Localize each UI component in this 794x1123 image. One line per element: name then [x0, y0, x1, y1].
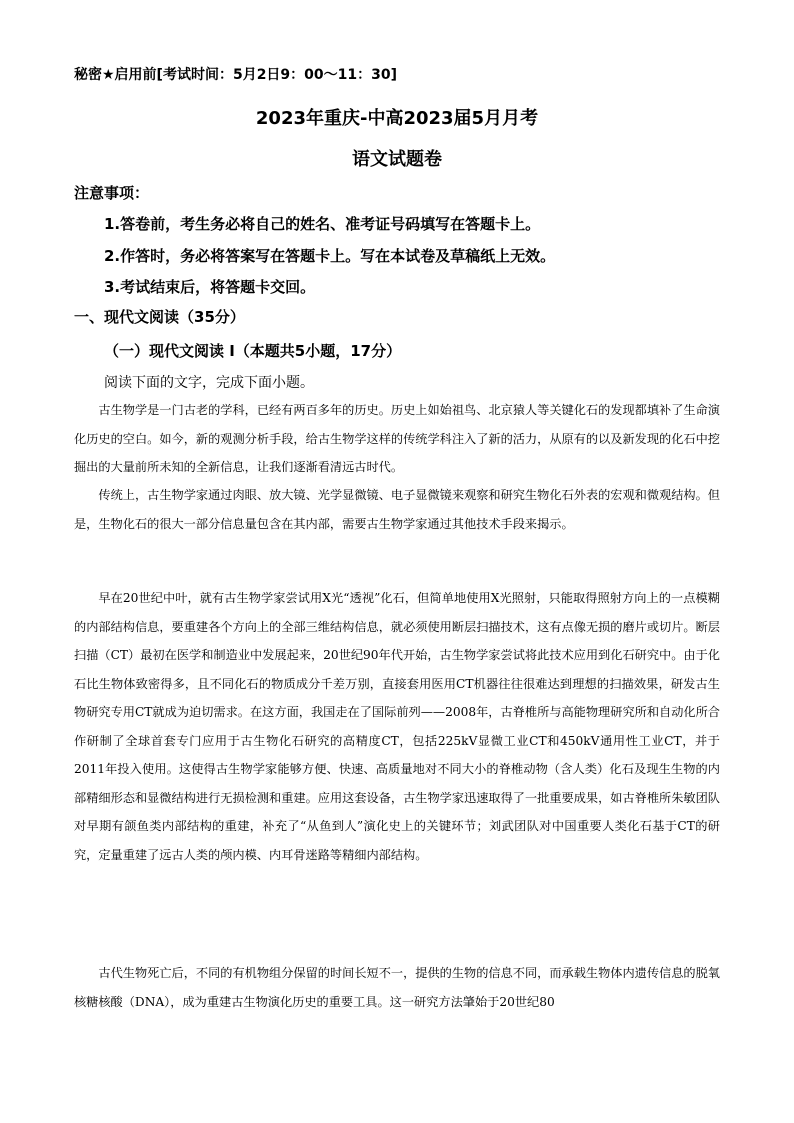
notice-item-1: 1.答卷前，考生务必将自己的姓名、准考证号码填写在答题卡上。 — [104, 215, 541, 233]
exam-subtitle: 语文试题卷 — [352, 149, 442, 170]
subsection-heading: （一）现代文阅读 I（本题共5小题，17分） — [104, 342, 402, 360]
reading-instruction: 阅读下面的文字，完成下面小题。 — [104, 375, 314, 391]
notice-item-2: 2.作答时，务必将答案写在答题卡上。写在本试卷及草稿纸上无效。 — [104, 247, 556, 265]
notice-item-3: 3.考试结束后，将答题卡交回。 — [104, 278, 316, 296]
notice-heading: 注意事项： — [74, 184, 150, 202]
exam-title: 2023年重庆-中高2023届5月月考 — [255, 108, 539, 129]
confidential-notice: 秘密★启用前[考试时间：5月2日9：00～11：30] — [74, 67, 398, 83]
section-heading: 一、现代文阅读（35分） — [74, 308, 245, 326]
passage-paragraph-2: 传统上，古生物学家通过肉眼、放大镜、光学显微镜、电子显微镜来观察和研究生物化石外表的宏观和微观结构。但是，生物化石的很大一部分信息量包含在其内部，需要古生物学家通过其他技术手段来揭示。 — [74, 488, 720, 531]
passage-paragraph-1: 古生物学是一门古老的学科，已经有两百多年的历史。历史上如始祖鸟、北京猿人等关键化石的发现都填补了生命演化历史的空白。如今，新的观测分析手段，给古生物学这样的传统学科注入了新的活力，从原有的以及新发现的化石中挖掘出的大量前所未知的全新信息，让我们逐渐看清远古时代。 — [74, 403, 720, 474]
passage-paragraph-4: 古代生物死亡后，不同的有机物组分保留的时间长短不一，提供的生物的信息不同，而承载生物体内遗传信息的脱氧核糖核酸（DNA），成为重建古生物演化历史的重要工具。这一研究方法肇始于20世纪80 — [74, 966, 720, 1009]
passage-paragraph-3: 早在20世纪中叶，就有古生物学家尝试用X光“透视”化石，但简单地使用X光照射，只能取得照射方向上的一点模糊的内部结构信息，要重建各个方向上的全部三维结构信息，就必须使用断层扫描技术，这有点像无损的磨片或切片。断层扫描（CT）最初在医学和制造业中发展起来，20世纪90年代开始，古生物学家尝试将此技术应用到化石研究中。由于化石比生物体致密得多，且不同化石的物质成分千差万别，直接套用医用CT机器往往很难达到理想的扫描效果，研发古生物研究专用CT就成为迫切需求。在这方面，我国走在了国际前列——2008年，古脊椎所与高能物理研究所和自动化所合作研制了全球首套专门应用于古生物化石研究的高精度CT，包括225kV显微工业CT和450kV通用性工业CT，并于2011年投入使用。这使得古生物学家能够方便、快速、高质量地对不同大小的脊椎动物（含人类）化石及现生生物的内部精细形态和显微结构进行无损检测和重建。应用这套设备，古生物学家迅速取得了一批重要成果，如古脊椎所朱敏团队对早期有颌鱼类内部结构的重建，补充了“从鱼到人”演化史上的关键环节；刘武团队对中国重要人类化石基于CT的研究，定量重建了远古人类的颅内模、内耳骨迷路等精细内部结构。 — [74, 591, 720, 862]
